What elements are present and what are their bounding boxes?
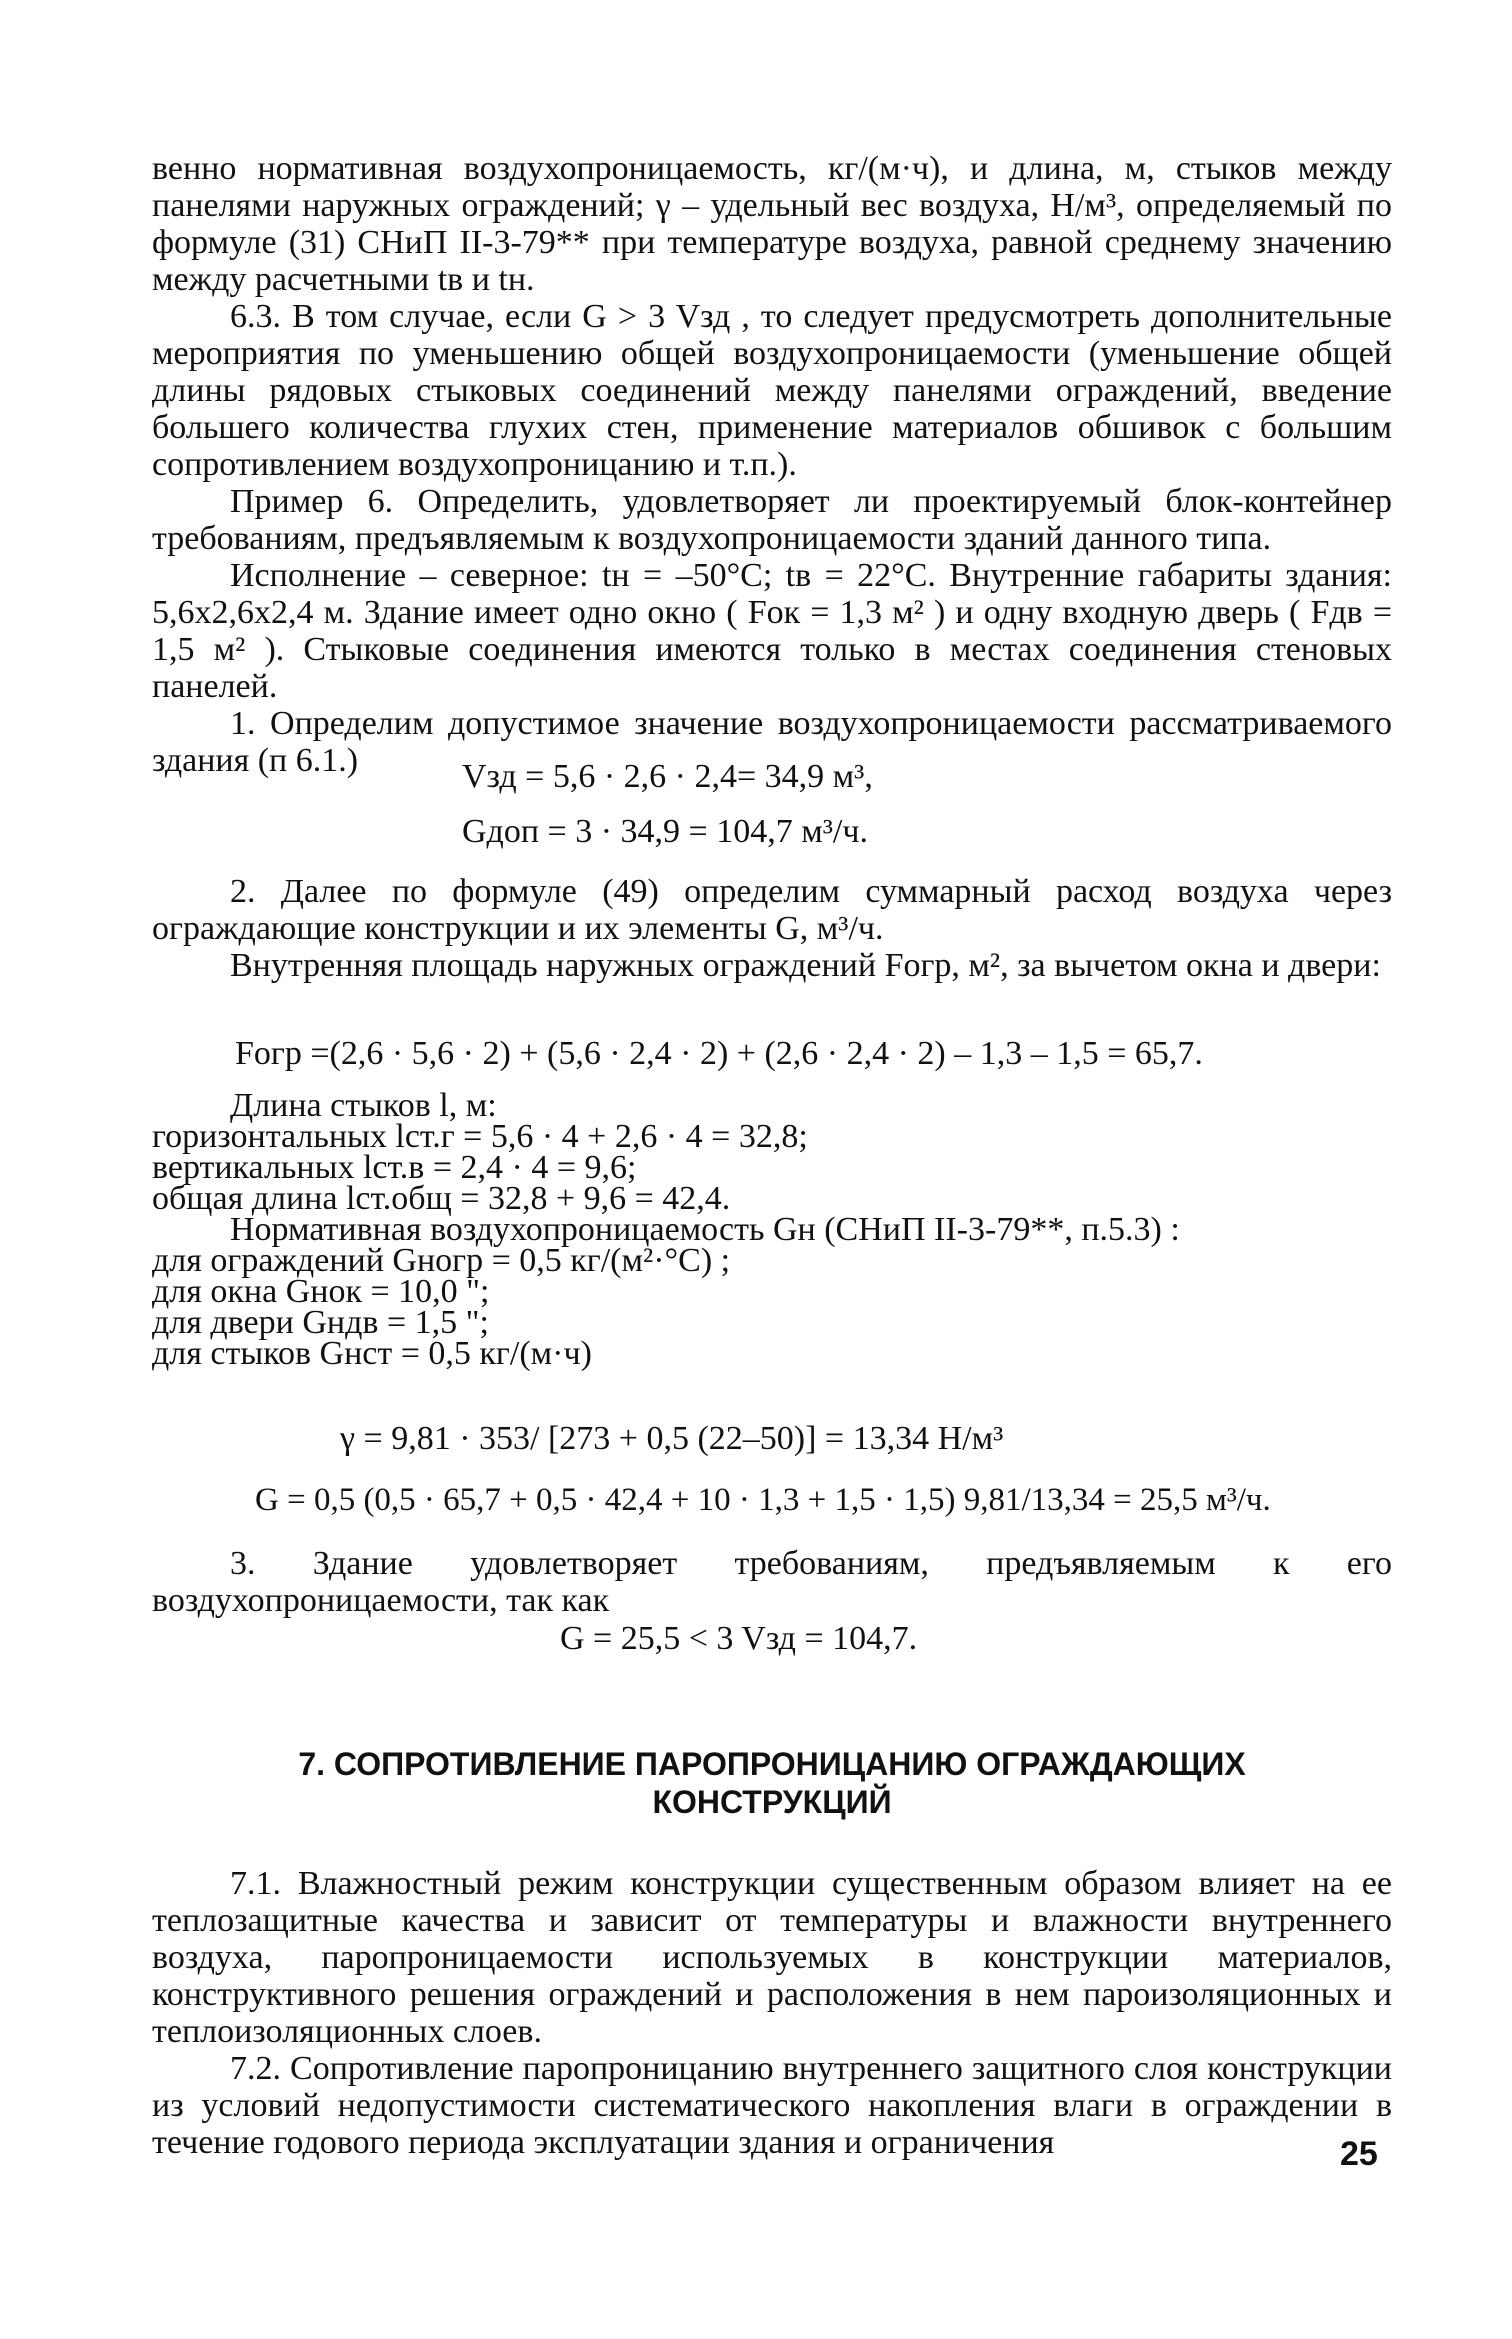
formula-gdop: Gдоп = 3 · 34,9 = 104,7 м³/ч. bbox=[462, 813, 868, 850]
formula-volume-block bbox=[462, 758, 873, 850]
section-7-title-line-2: КОНСТРУКЦИЙ bbox=[652, 1784, 892, 1820]
def-window: для окна Gнок = 10,0 "; bbox=[152, 1273, 490, 1310]
step-2-paragraph: 2. Далее по формуле (49) определим суммарный расход воздуха через ограждающие конструкции и их элементы G, м³/ч. bbox=[152, 873, 1392, 947]
example-6-heading: Пример 6. Определить, удовлетворяет ли проектируемый блок-контейнер требованиям, предъявляемым к воздухопроницаемости зданий данного типа. bbox=[152, 483, 1392, 557]
formula-vzd: Vзд = 5,6 · 2,6 · 2,4= 34,9 м³, bbox=[462, 758, 873, 795]
execution-paragraph: Исполнение – северное: tн = –50°С; tв = 22°С. Внутренние габариты здания: 5,6х2,6х2,4 м. Здание имеет одно окно ( Fок = 1,3 м² ) и одну входную дверь ( Fдв = 1,5 м² ). Стыковые соединения имеются только в местах соединения стеновых панелей. bbox=[152, 557, 1392, 705]
paragraph-continuation: венно нормативная воздухопроницаемость, кг/(м·ч), и длина, м, стыков между панелями наружных ограждений; γ – удельный вес воздуха, Н/м³, определяемый по формуле (31) СНиП II-3-79** при температуре воздуха, равной среднему значению между расчетными tв и tн. bbox=[152, 150, 1392, 298]
section-7-title-line-1: 7. СОПРОТИВЛЕНИЕ ПАРОПРОНИЦАНИЮ ОГРАЖДАЮЩИХ bbox=[298, 1746, 1246, 1782]
def-door: для двери Gндв = 1,5 "; bbox=[152, 1304, 489, 1341]
step-3-block bbox=[152, 1545, 1392, 1619]
middle-text-block bbox=[152, 873, 1392, 984]
formula-g: G = 0,5 (0,5 · 65,7 + 0,5 · 42,4 + 10 · 1,3 + 1,5 · 1,5) 9,81/13,34 = 25,5 м³/ч. bbox=[255, 1482, 1271, 1518]
step-1-paragraph: 1. Определим допустимое значение воздухопроницаемости рассматриваемого здания (п 6.1.) bbox=[152, 705, 1392, 779]
area-paragraph: Внутренняя площадь наружных ограждений Fогр, м², за вычетом окна и двери: bbox=[230, 947, 1381, 984]
def-vertical: вертикальных lст.в = 2,4 · 4 = 9,6; bbox=[152, 1149, 637, 1186]
top-text-block bbox=[152, 150, 1392, 779]
paragraph-6-3: 6.3. В том случае, если G > 3 Vзд , то следует предусмотреть дополнительные мероприятия по уменьшению общей воздухопроницаемости (уменьшение общей длины рядовых стыковых соединений между панелями ограждений, введение большего количества глухих стен, применение материалов обшивок с большим сопротивлением воздухопроницанию и т.п.). bbox=[152, 298, 1392, 483]
def-joint-length-title: Длина стыков l, м: bbox=[230, 1087, 497, 1124]
page-number: 25 bbox=[1340, 2135, 1378, 2173]
formula-check: G = 25,5 < 3 Vзд = 104,7. bbox=[560, 1620, 918, 1657]
step-3-paragraph: 3. Здание удовлетворяет требованиям, предъявляемым к его воздухопроницаемости, так как bbox=[152, 1545, 1392, 1619]
def-total: общая длина lст.общ = 32,8 + 9,6 = 42,4. bbox=[152, 1180, 731, 1217]
section-7-text bbox=[152, 1865, 1392, 2161]
def-joints: для стыков Gнст = 0,5 кг/(м·ч) bbox=[152, 1335, 592, 1372]
def-walls: для ограждений Gнoгр = 0,5 кг/(м²·°С) ; bbox=[152, 1242, 731, 1279]
joint-definitions bbox=[152, 1087, 1392, 1372]
paragraph-7-1: 7.1. Влажностный режим конструкции существенным образом влияет на ее теплозащитные качества и зависит от температуры и влажности внутреннего воздуха, паропроницаемости используемых в конструкции материалов, конструктивного решения ограждений и расположения в нем пароизоляционных и теплоизоляционных слоев. bbox=[152, 1865, 1392, 2050]
def-horizontal: горизонтальных lст.г = 5,6 · 4 + 2,6 · 4 = 32,8; bbox=[152, 1118, 808, 1155]
formula-area: Fогр =(2,6 · 5,6 · 2) + (5,6 · 2,4 · 2) + (2,6 · 2,4 · 2) – 1,3 – 1,5 = 65,7. bbox=[235, 1035, 1203, 1072]
section-7-title bbox=[152, 1745, 1392, 1821]
def-normative-title: Нормативная воздухопроницаемость Gн (СНиП II-3-79**, п.5.3) : bbox=[230, 1211, 1180, 1248]
formula-gamma: γ = 9,81 · 353/ [273 + 0,5 (22–50)] = 13,34 Н/м³ bbox=[340, 1420, 1004, 1457]
paragraph-7-2: 7.2. Сопротивление паропроницанию внутреннего защитного слоя конструкции из условий недопустимости систематического накопления влаги в ограждении в течение годового периода эксплуатации здания и ограничения bbox=[152, 2050, 1392, 2161]
